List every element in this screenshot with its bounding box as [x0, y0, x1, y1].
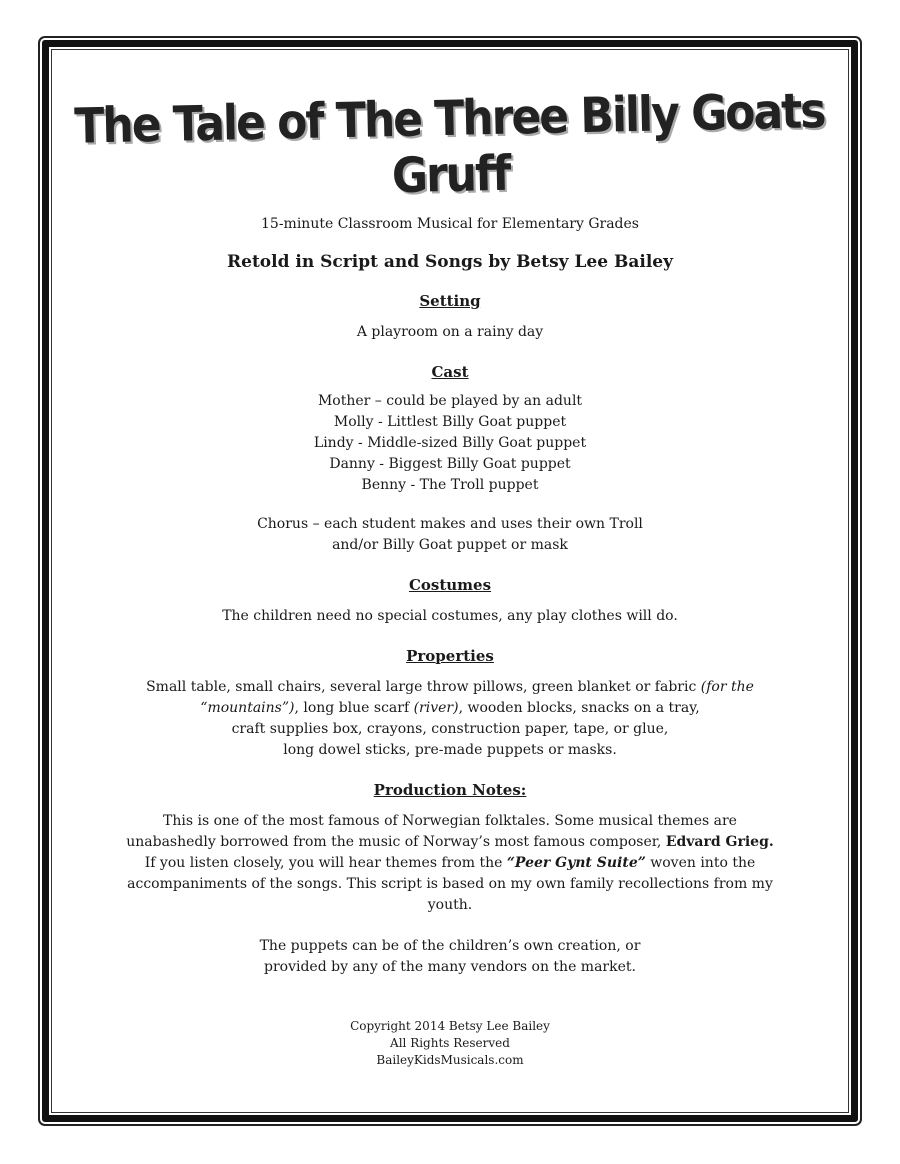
chorus-line: Chorus – each student makes and uses their own Troll [257, 516, 643, 532]
subtitle: 15-minute Classroom Musical for Elementary Grades [261, 216, 639, 232]
properties-text: Small table, small chairs, several large throw pillows, green blanket or fabric (for the “mountains”), long blue scarf (river), wooden blocks, snacks on a tray, craft supplies box, crayons, construction paper, tape, or glue, long dowel sticks, pre-made puppets or masks. [146, 679, 754, 758]
costumes-heading: Costumes [408, 576, 492, 594]
website-line: BaileyKidsMusicals.com [376, 1053, 524, 1067]
cast-member: Lindy - Middle-sized Billy Goat puppet [313, 435, 587, 451]
cast-member: Mother – could be played by an adult [317, 393, 583, 409]
rights-line: All Rights Reserved [390, 1036, 510, 1050]
copyright-line: Copyright 2014 Betsy Lee Bailey [350, 1019, 550, 1033]
properties-heading: Properties [406, 647, 494, 665]
chorus-line: and/or Billy Goat puppet or mask [332, 537, 568, 553]
byline: Retold in Script and Songs by Betsy Lee Bailey [227, 252, 673, 272]
puppets-text: The puppets can be of the children’s own creation, or provided by any of the many vendors on the market. [259, 938, 641, 975]
page-title: The Tale of The Three Billy Goats Gruff [73, 83, 825, 205]
production-notes-heading: Production Notes: [373, 781, 527, 799]
cast-list [42, 391, 858, 496]
chorus-text [42, 514, 858, 556]
cast-member: Benny - The Troll puppet [361, 477, 539, 493]
document-page [42, 40, 858, 1069]
cast-member: Danny - Biggest Billy Goat puppet [329, 456, 571, 472]
copyright-block [42, 1018, 858, 1069]
costumes-text: The children need no special costumes, any play clothes will do. [222, 608, 678, 624]
cast-member: Molly - Littlest Billy Goat puppet [333, 414, 567, 430]
setting-text: A playroom on a rainy day [356, 324, 544, 340]
setting-heading: Setting [419, 292, 481, 310]
cast-heading: Cast [431, 363, 469, 381]
production-notes-text: This is one of the most famous of Norwegian folktales. Some musical themes are unabashedly borrowed from the music of Norway’s most famous composer, Edvard Grieg. If you listen closely, you will hear themes from the “Peer Gynt Suite” woven into the accompaniments of the songs. This script is based on my own family recollections from my youth. [126, 813, 774, 913]
